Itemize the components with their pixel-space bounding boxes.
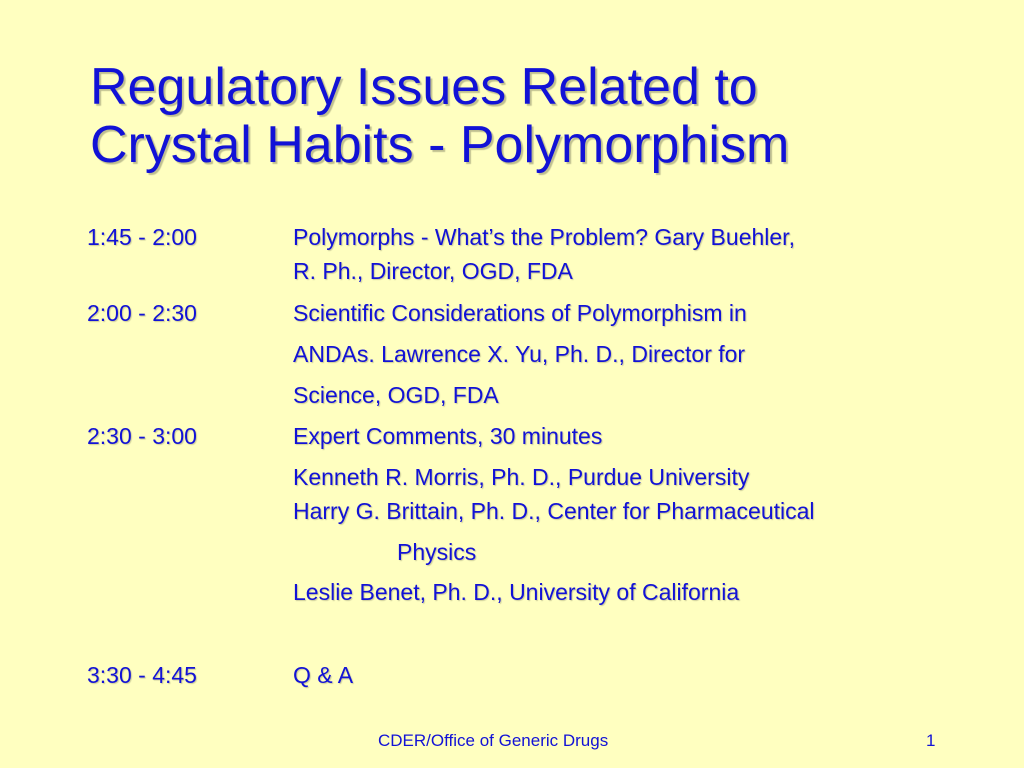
slide-title-line-1: Regulatory Issues Related to <box>90 58 758 116</box>
agenda-time-2: 2:00 - 2:30 <box>87 300 197 326</box>
agenda-item-2-line-2: ANDAs. Lawrence X. Yu, Ph. D., Director for <box>293 341 746 367</box>
agenda-time-3: 2:30 - 3:00 <box>87 423 197 449</box>
agenda-item-3-line-4: Physics <box>397 539 477 565</box>
agenda-item-3-line-2: Kenneth R. Morris, Ph. D., Purdue University <box>293 464 750 490</box>
footer-organization: CDER/Office of Generic Drugs <box>378 731 609 750</box>
agenda-time-1: 1:45 - 2:00 <box>87 224 197 250</box>
agenda-item-1-line-1: Polymorphs - What’s the Problem? Gary Buehler, <box>293 224 795 250</box>
agenda-time-4: 3:30 - 4:45 <box>87 662 197 688</box>
agenda-item-3-line-3: Harry G. Brittain, Ph. D., Center for Pharmaceutical <box>293 498 815 524</box>
agenda-item-3-line-1: Expert Comments, 30 minutes <box>293 423 603 449</box>
footer-page-number: 1 <box>926 731 936 750</box>
agenda-item-3-line-5: Leslie Benet, Ph. D., University of California <box>293 579 740 605</box>
agenda-item-1-line-2: R. Ph., Director, OGD, FDA <box>293 258 573 284</box>
agenda-item-2-line-1: Scientific Considerations of Polymorphism in <box>293 300 747 326</box>
slide-title-line-2: Crystal Habits - Polymorphism <box>90 116 790 174</box>
slide-title <box>90 58 990 174</box>
agenda-item-2-line-3: Science, OGD, FDA <box>293 382 499 408</box>
agenda-item-4-line-1: Q & A <box>293 662 354 688</box>
